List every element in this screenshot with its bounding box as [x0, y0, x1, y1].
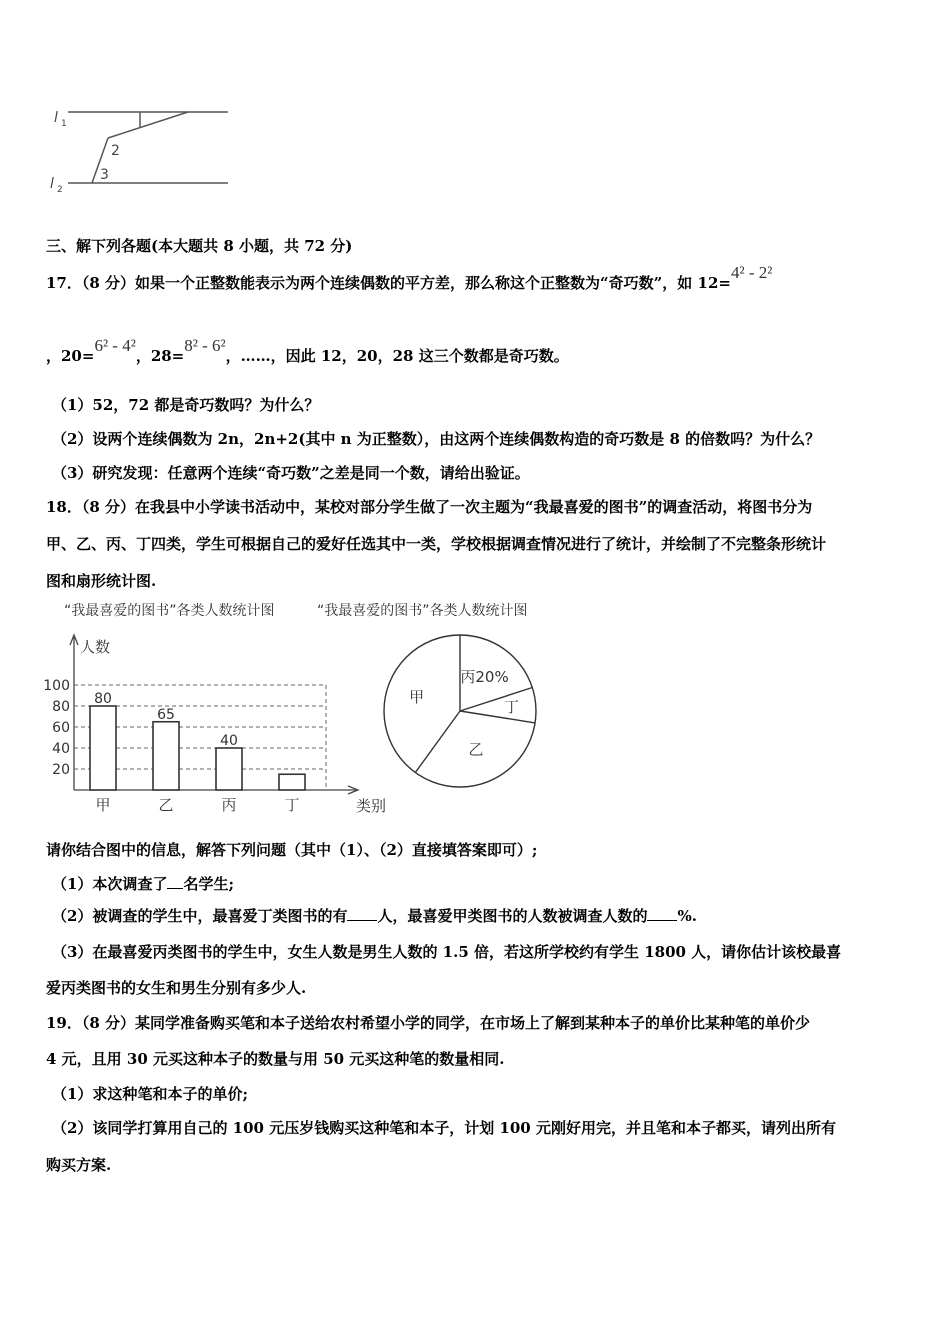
pie-label-丁: 丁: [504, 697, 520, 716]
q18-part3-line1: （3）在最喜爱丙类图书的学生中，女生人数是男生人数的 1.5 倍，若这所学校约有学生 1800 人，请你估计该校最喜: [52, 943, 842, 961]
q17-tail: ，……，因此 12，20，28 这三个数都是奇巧数。: [225, 347, 569, 365]
q18-blank-1[interactable]: [167, 874, 183, 889]
q18-part1: [52, 874, 234, 894]
bar-category-label: 丙: [221, 796, 237, 814]
bar-y-tick-label: 40: [52, 741, 70, 757]
q18-blank-2[interactable]: [347, 906, 377, 921]
bar-y-tick-label: 60: [52, 720, 70, 736]
q17-expr2: 6² - 4²: [94, 336, 136, 355]
bar-y-tick-label: 20: [52, 762, 70, 778]
q18-part3-line2: 爱丙类图书的女生和男生分别有多少人.: [46, 979, 307, 997]
bar-y-tick-label: 100: [43, 678, 70, 694]
section3-heading: 三、解下列各题(本大题共 8 小题，共 72 分): [46, 237, 353, 255]
bar-y-tick-label: 80: [52, 699, 70, 715]
angle2-label: 2: [111, 143, 120, 159]
l1-subscript: 1: [61, 119, 67, 129]
bar-value-label: 40: [220, 733, 238, 749]
q17-expr1: 4² - 2²: [730, 263, 773, 282]
bar-category-label: 甲: [95, 796, 111, 814]
q18-line3: 图和扇形统计图.: [46, 572, 157, 590]
bar-丙: [216, 748, 242, 790]
parallel-lines-figure: [40, 95, 240, 200]
bar-category-label: 乙: [158, 796, 174, 814]
transversal-upper: [108, 112, 188, 138]
q18-blank-3[interactable]: [647, 906, 677, 921]
l2-label: l: [50, 176, 54, 192]
survey-charts: [38, 595, 598, 820]
l2-subscript: 2: [57, 185, 63, 195]
q18-part2-text-b: 人，最喜爱甲类图书的人数被调查人数的: [377, 907, 648, 925]
bar-chart-title: “我最喜爱的图书”各类人数统计图: [64, 603, 275, 619]
q19-line2: 4 元，且用 30 元买这种本子的数量与用 50 元买这种笔的数量相同.: [46, 1050, 505, 1068]
q19-part2-line2: 购买方案.: [46, 1156, 112, 1174]
pie-label-丙: 丙20%: [460, 668, 509, 687]
q18-part2-text: （2）被调查的学生中，最喜爱丁类图书的有: [52, 907, 348, 925]
q18-instruction: 请你结合图中的信息，解答下列问题（其中（1）、（2）直接填答案即可）;: [46, 841, 538, 859]
pie-chart-title: “我最喜爱的图书”各类人数统计图: [317, 603, 528, 619]
q17-intro: [46, 263, 773, 293]
bar-丁: [279, 774, 305, 790]
pie-label-甲: 甲: [409, 687, 425, 706]
q17-intro-text: 17．（8 分）如果一个正整数能表示为两个连续偶数的平方差，那么称这个正整数为“奇巧数”，如 12=: [46, 274, 731, 292]
q18-part1-text-b: 名学生;: [183, 875, 234, 893]
bar-value-label: 65: [157, 706, 175, 723]
bar-category-label: 丁: [284, 796, 300, 814]
bar-value-label: 80: [94, 691, 112, 707]
q19-line1: 19．（8 分）某同学准备购买笔和本子送给农村希望小学的同学，在市场上了解到某种本子的单价比某种笔的单价少: [46, 1014, 811, 1032]
bar-chart: [43, 635, 386, 815]
q18-part2-text-c: %.: [677, 907, 697, 925]
q17-examples: [46, 336, 569, 366]
q18-part1-text: （1）本次调查了: [52, 875, 168, 893]
bar-x-axis-label: 类别: [356, 797, 387, 815]
bar-y-axis-label: 人数: [80, 638, 111, 656]
q18-part2: [52, 906, 697, 926]
angle3-label: 3: [100, 167, 109, 183]
q18-line1: 18．（8 分）在我县中小学读书活动中，某校对部分学生做了一次主题为“我最喜爱的图书”的调查活动，将图书分为: [46, 498, 813, 516]
bar-乙: [153, 722, 179, 790]
pie-chart: [384, 635, 536, 787]
pie-label-乙: 乙: [468, 740, 484, 759]
q17-mid: ，28=: [135, 347, 185, 365]
q19-part2-line1: （2）该同学打算用自己的 100 元压岁钱购买这种笔和本子，计划 100 元刚好用完，并且笔和本子都买，请列出所有: [52, 1119, 836, 1137]
q17-part3: （3）研究发现：任意两个连续“奇巧数”之差是同一个数，请给出验证。: [52, 464, 530, 482]
bar-甲: [90, 706, 116, 790]
q17-expr3: 8² - 6²: [184, 336, 226, 355]
q19-part1: （1）求这种笔和本子的单价;: [52, 1085, 248, 1103]
q18-line2: 甲、乙、丙、丁四类，学生可根据自己的爱好任选其中一类，学校根据调查情况进行了统计，并绘制了不完整条形统计: [46, 535, 827, 553]
q17-part2: （2）设两个连续偶数为 2n，2n+2(其中 n 为正整数），由这两个连续偶数构造的奇巧数是 8 的倍数吗？为什么？: [52, 430, 821, 448]
l1-label: l: [54, 110, 58, 126]
q17-lead: ，20=: [46, 347, 95, 365]
q17-part1: （1）52，72 都是奇巧数吗？为什么？: [52, 396, 320, 414]
